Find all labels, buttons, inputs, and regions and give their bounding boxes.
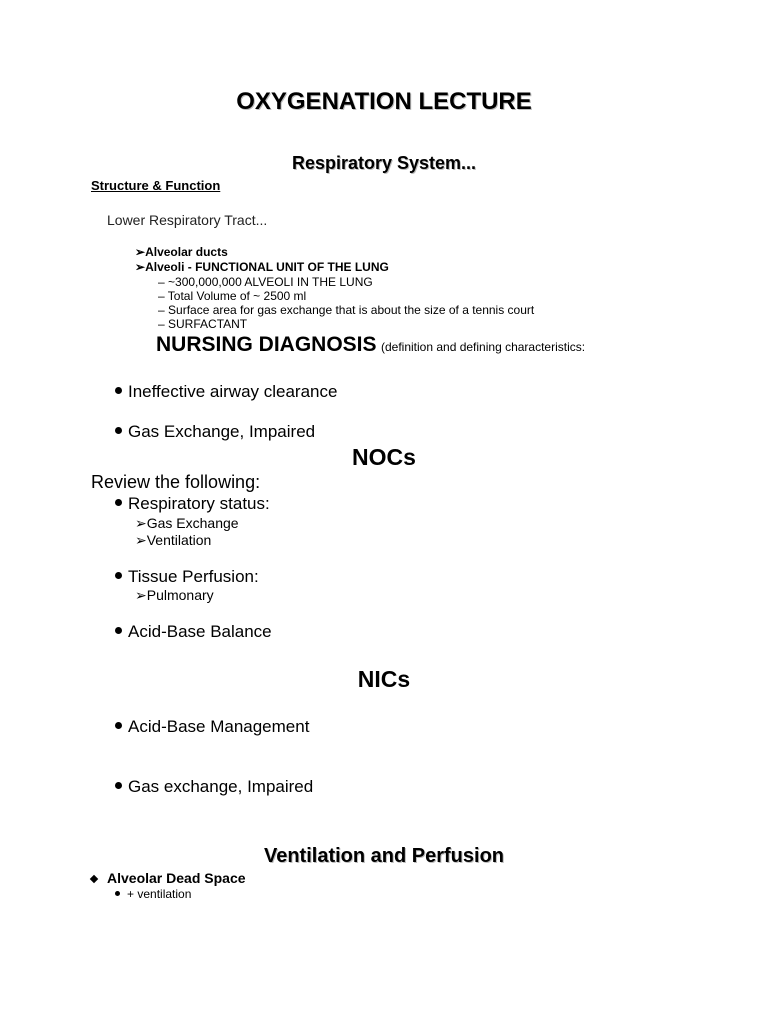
bullet-icon <box>115 891 120 896</box>
document-title: OXYGENATION LECTURE <box>236 88 532 115</box>
noc-item-acid-base: Acid-Base Balance <box>115 622 272 642</box>
dash-item: – Surface area for gas exchange that is about the size of a tennis court <box>158 303 535 317</box>
bullet-icon <box>115 627 122 634</box>
nocs-heading: NOCs <box>352 444 416 470</box>
diagnosis-item: Gas Exchange, Impaired <box>115 422 315 442</box>
ventilation-perfusion-heading: Ventilation and Perfusion <box>263 845 505 867</box>
nic-item: Gas exchange, Impaired <box>115 777 313 797</box>
review-intro: Review the following: <box>91 472 261 492</box>
nic-item: Acid-Base Management <box>115 717 309 737</box>
bullet-icon <box>115 499 122 506</box>
bullet-icon <box>115 782 122 789</box>
subtitle: Respiratory System... <box>291 153 477 173</box>
noc-subitem: ➢Ventilation <box>135 532 212 548</box>
bullet-icon <box>115 427 122 434</box>
noc-item-tissue: Tissue Perfusion: <box>115 567 259 587</box>
noc-item-respiratory: Respiratory status: <box>115 494 270 514</box>
nics-heading: NICs <box>357 666 411 692</box>
dash-item: – Total Volume of ~ 2500 ml <box>158 289 307 303</box>
arrow-item-alveoli: ➢Alveoli - FUNCTIONAL UNIT OF THE LUNG <box>135 260 389 274</box>
nursing-diagnosis-note: (definition and defining characteristics: <box>380 340 586 354</box>
nursing-diagnosis-title: NURSING DIAGNOSIS <box>156 333 377 356</box>
bullet-icon <box>115 572 122 579</box>
section-heading: Structure & Function <box>91 178 221 193</box>
ventilation-subitem: + ventilation <box>115 887 191 901</box>
diamond-bullet-icon <box>90 875 98 883</box>
diagnosis-item: Ineffective airway clearance <box>115 382 337 402</box>
arrow-item-alveolar-ducts: ➢Alveolar ducts <box>135 245 228 259</box>
alveolar-dead-space-item: Alveolar Dead Space <box>91 870 246 886</box>
noc-subitem: ➢Gas Exchange <box>135 515 239 531</box>
bullet-icon <box>115 722 122 729</box>
nursing-diagnosis-heading <box>156 333 585 357</box>
tract-label: Lower Respiratory Tract... <box>107 212 268 228</box>
dash-item: – ~300,000,000 ALVEOLI IN THE LUNG <box>158 275 373 289</box>
noc-subitem: ➢Pulmonary <box>135 587 214 603</box>
dash-item: – SURFACTANT <box>158 317 248 331</box>
bullet-icon <box>115 387 122 394</box>
